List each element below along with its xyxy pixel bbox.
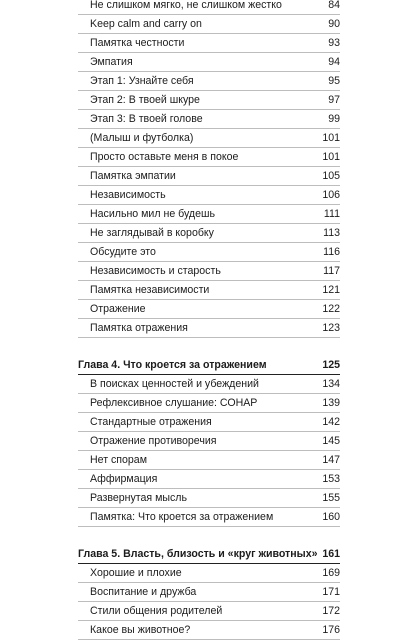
toc-entry	[78, 53, 340, 72]
toc-entry-title: Какое вы животное?	[90, 624, 191, 636]
toc-entry-page-number: 111	[323, 208, 340, 220]
toc-entry	[78, 129, 340, 148]
toc-entry	[78, 34, 340, 53]
toc-entry	[78, 0, 340, 15]
toc-entry	[78, 432, 340, 451]
toc-entry-page-number: 171	[322, 586, 340, 598]
toc-entry	[78, 91, 340, 110]
toc-entry-title: Хорошие и плохие	[90, 567, 182, 579]
toc-entry-title: Памятка отражения	[90, 322, 188, 334]
toc-entry-page-number: 147	[322, 454, 340, 466]
toc-entry	[78, 583, 340, 602]
toc-entry	[78, 110, 340, 129]
toc-entry-title: Независимость и старость	[90, 265, 221, 277]
toc-section	[78, 0, 340, 338]
toc-entry-title: Обсудите это	[90, 246, 156, 258]
toc-entry-page-number: 93	[328, 37, 340, 49]
toc-entry-title: Воспитание и дружба	[90, 586, 197, 598]
chapter-heading	[78, 356, 340, 375]
toc-entry-page-number: 95	[328, 75, 340, 87]
toc-entry-page-number: 99	[328, 113, 340, 125]
toc-entry-title: Аффирмация	[90, 473, 158, 485]
toc-entry-page-number: 145	[322, 435, 340, 447]
toc-entry-title: Не слишком мягко, не слишком жестко	[90, 0, 282, 11]
toc-entry	[78, 621, 340, 640]
toc-section	[78, 338, 340, 527]
toc-entry-page-number: 142	[322, 416, 340, 428]
toc-entry	[78, 243, 340, 262]
toc-entry-page-number: 101	[322, 132, 340, 144]
toc-entry	[78, 602, 340, 621]
toc-entry-page-number: 160	[322, 511, 340, 523]
toc-entry-title: Рефлексивное слушание: СОНАР	[90, 397, 258, 409]
toc-entry-page-number: 172	[322, 605, 340, 617]
chapter-page-number: 161	[322, 548, 340, 560]
toc-entry-title: Развернутая мысль	[90, 492, 187, 504]
toc-entry	[78, 413, 340, 432]
toc-entry-page-number: 155	[322, 492, 340, 504]
toc-entry-page-number: 94	[328, 56, 340, 68]
toc-entry	[78, 15, 340, 34]
toc-entry-title: Этап 2: В твоей шкуре	[90, 94, 200, 106]
toc-entry-page-number: 169	[322, 567, 340, 579]
toc-entry-title: Памятка честности	[90, 37, 185, 49]
toc-entry-title: Памятка эмпатии	[90, 170, 176, 182]
toc-entry-page-number: 153	[322, 473, 340, 485]
toc-entry-title: Стили общения родителей	[90, 605, 223, 617]
toc-entry-title: (Малыш и футболка)	[90, 132, 194, 144]
toc-entry-title: Этап 1: Узнайте себя	[90, 75, 194, 87]
toc-entry-title: Отражение противоречия	[90, 435, 217, 447]
toc-entry-page-number: 116	[323, 246, 340, 258]
toc-entry	[78, 148, 340, 167]
toc-entry	[78, 72, 340, 91]
toc-section	[78, 527, 340, 640]
toc-entry-title: Отражение	[90, 303, 146, 315]
toc-entry-page-number: 84	[328, 0, 340, 11]
toc-entry-page-number: 121	[322, 284, 340, 296]
toc-entry	[78, 224, 340, 243]
toc-entry-title: Эмпатия	[90, 56, 133, 68]
toc-entry-title: Насильно мил не будешь	[90, 208, 216, 220]
toc-entry	[78, 205, 340, 224]
toc-entry-page-number: 139	[322, 397, 340, 409]
table-of-contents	[78, 0, 340, 640]
toc-entry-title: Этап 3: В твоей голове	[90, 113, 203, 125]
toc-entry	[78, 262, 340, 281]
chapter-page-number: 125	[322, 359, 340, 371]
toc-entry-page-number: 90	[328, 18, 340, 30]
toc-entry	[78, 281, 340, 300]
toc-entry	[78, 319, 340, 338]
toc-entry-page-number: 117	[323, 265, 340, 277]
chapter-title: Глава 4. Что кроется за отражением	[78, 359, 267, 371]
toc-entry-page-number: 134	[322, 378, 340, 390]
toc-entry-page-number: 101	[322, 151, 340, 163]
toc-entry-page-number: 97	[328, 94, 340, 106]
toc-entry-page-number: 122	[322, 303, 340, 315]
toc-entry	[78, 564, 340, 583]
toc-entry-title: В поисках ценностей и убеждений	[90, 378, 259, 390]
toc-entry-title: Keep calm and carry on	[90, 18, 202, 30]
toc-entry-page-number: 106	[322, 189, 340, 201]
section-gap	[78, 338, 340, 356]
toc-entry-page-number: 123	[322, 322, 340, 334]
toc-entry	[78, 186, 340, 205]
toc-entry-page-number: 113	[323, 227, 340, 239]
toc-entry	[78, 300, 340, 319]
toc-entry	[78, 489, 340, 508]
toc-entry	[78, 167, 340, 186]
toc-entry	[78, 451, 340, 470]
toc-entry-title: Просто оставьте меня в покое	[90, 151, 239, 163]
toc-entry	[78, 508, 340, 527]
chapter-heading	[78, 545, 340, 564]
toc-entry-title: Независимость	[90, 189, 166, 201]
toc-entry	[78, 375, 340, 394]
toc-entry	[78, 394, 340, 413]
toc-entry-title: Стандартные отражения	[90, 416, 212, 428]
toc-entry-page-number: 105	[322, 170, 340, 182]
chapter-title: Глава 5. Власть, близость и «круг животных»	[78, 548, 318, 560]
toc-entry-title: Памятка независимости	[90, 284, 210, 296]
toc-entry-title: Памятка: Что кроется за отражением	[90, 511, 274, 523]
toc-entry-page-number: 176	[322, 624, 340, 636]
toc-entry-title: Нет спорам	[90, 454, 147, 466]
toc-entry	[78, 470, 340, 489]
section-gap	[78, 527, 340, 545]
toc-entry-title: Не заглядывай в коробку	[90, 227, 214, 239]
